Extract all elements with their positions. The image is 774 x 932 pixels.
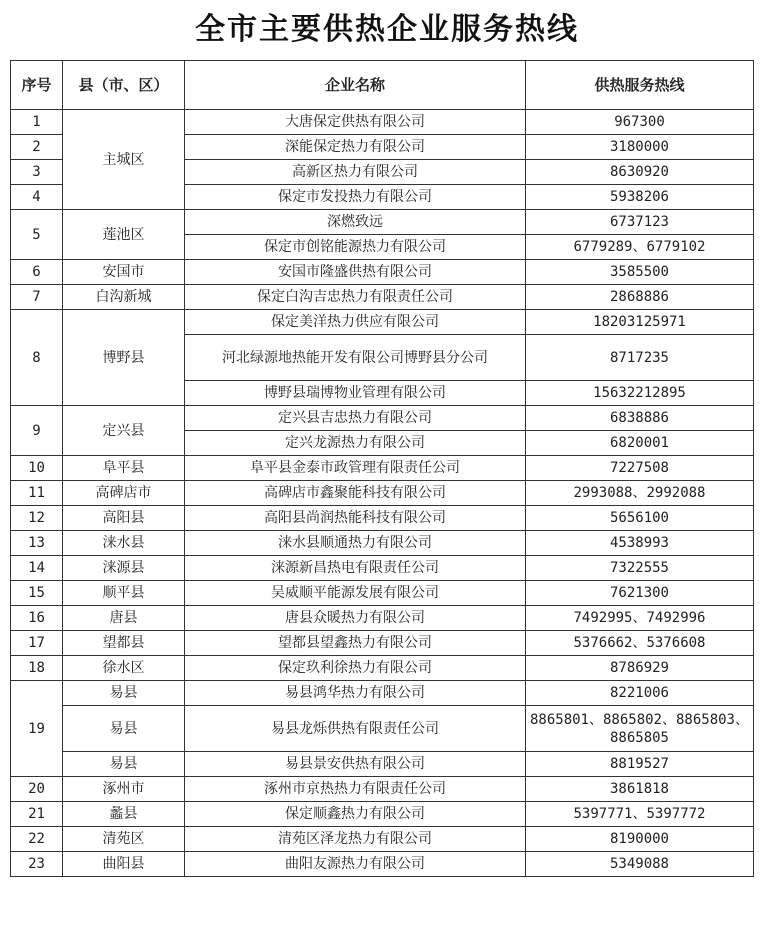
table-row — [11, 406, 754, 431]
table-row — [11, 531, 754, 556]
county-name: 莲池区 — [63, 210, 185, 260]
company-name: 望都县望鑫热力有限公司 — [185, 631, 526, 656]
company-name: 保定市发投热力有限公司 — [185, 185, 526, 210]
company-name: 涞源新昌热电有限责任公司 — [185, 556, 526, 581]
table-row — [11, 260, 754, 285]
hotline-number: 18203125971 — [526, 310, 754, 335]
company-name: 易县鸿华热力有限公司 — [185, 681, 526, 706]
hotline-number: 8630920 — [526, 160, 754, 185]
header-hotline: 供热服务热线 — [526, 61, 754, 110]
company-name: 保定市创铭能源热力有限公司 — [185, 235, 526, 260]
row-number: 18 — [11, 656, 63, 681]
table-row — [11, 506, 754, 531]
row-number: 23 — [11, 852, 63, 877]
table-row — [11, 827, 754, 852]
county-name: 定兴县 — [63, 406, 185, 456]
county-name: 望都县 — [63, 631, 185, 656]
table-row — [11, 481, 754, 506]
company-name: 河北绿源地热能开发有限公司博野县分公司 — [185, 335, 526, 381]
row-number: 20 — [11, 777, 63, 802]
company-name: 高新区热力有限公司 — [185, 160, 526, 185]
company-name: 定兴县吉忠热力有限公司 — [185, 406, 526, 431]
row-number: 9 — [11, 406, 63, 456]
table-row — [11, 681, 754, 706]
company-name: 涿州市京热热力有限责任公司 — [185, 777, 526, 802]
row-number: 11 — [11, 481, 63, 506]
hotline-number: 8221006 — [526, 681, 754, 706]
table-row — [11, 581, 754, 606]
hotline-number: 5397771、5397772 — [526, 802, 754, 827]
row-number: 16 — [11, 606, 63, 631]
header-company: 企业名称 — [185, 61, 526, 110]
row-number: 13 — [11, 531, 63, 556]
table-row — [11, 285, 754, 310]
company-name: 唐县众暖热力有限公司 — [185, 606, 526, 631]
row-number: 6 — [11, 260, 63, 285]
hotline-table — [10, 60, 754, 877]
row-number: 19 — [11, 681, 63, 777]
row-number: 15 — [11, 581, 63, 606]
table-row — [11, 310, 754, 335]
hotline-number: 6779289、6779102 — [526, 235, 754, 260]
county-name: 易县 — [63, 752, 185, 777]
hotline-number: 967300 — [526, 110, 754, 135]
table-row — [11, 706, 754, 752]
hotline-number: 5938206 — [526, 185, 754, 210]
county-name: 徐水区 — [63, 656, 185, 681]
hotline-number: 2993088、2992088 — [526, 481, 754, 506]
row-number: 7 — [11, 285, 63, 310]
table-header-row — [11, 61, 754, 110]
hotline-number: 6820001 — [526, 431, 754, 456]
county-name: 涞水县 — [63, 531, 185, 556]
hotline-number: 7322555 — [526, 556, 754, 581]
company-name: 定兴龙源热力有限公司 — [185, 431, 526, 456]
hotline-number: 8819527 — [526, 752, 754, 777]
company-name: 博野县瑞博物业管理有限公司 — [185, 381, 526, 406]
table-row — [11, 456, 754, 481]
table-row — [11, 852, 754, 877]
row-number: 14 — [11, 556, 63, 581]
company-name: 保定美洋热力供应有限公司 — [185, 310, 526, 335]
county-name: 主城区 — [63, 110, 185, 210]
county-name: 安国市 — [63, 260, 185, 285]
table-row — [11, 110, 754, 135]
hotline-number: 7492995、7492996 — [526, 606, 754, 631]
row-number: 3 — [11, 160, 63, 185]
company-name: 深能保定热力有限公司 — [185, 135, 526, 160]
row-number: 10 — [11, 456, 63, 481]
row-number: 21 — [11, 802, 63, 827]
county-name: 阜平县 — [63, 456, 185, 481]
county-name: 易县 — [63, 681, 185, 706]
county-name: 唐县 — [63, 606, 185, 631]
row-number: 12 — [11, 506, 63, 531]
hotline-number: 6737123 — [526, 210, 754, 235]
company-name: 清苑区泽龙热力有限公司 — [185, 827, 526, 852]
company-name: 安国市隆盛供热有限公司 — [185, 260, 526, 285]
company-name: 阜平县金泰市政管理有限责任公司 — [185, 456, 526, 481]
row-number: 17 — [11, 631, 63, 656]
company-name: 保定玖利徐热力有限公司 — [185, 656, 526, 681]
county-name: 涞源县 — [63, 556, 185, 581]
hotline-number: 15632212895 — [526, 381, 754, 406]
row-number: 8 — [11, 310, 63, 406]
company-name: 高碑店市鑫聚能科技有限公司 — [185, 481, 526, 506]
hotline-number: 8190000 — [526, 827, 754, 852]
header-county: 县（市、区） — [63, 61, 185, 110]
table-row — [11, 777, 754, 802]
hotline-number: 6838886 — [526, 406, 754, 431]
county-name: 顺平县 — [63, 581, 185, 606]
table-row — [11, 802, 754, 827]
county-name: 曲阳县 — [63, 852, 185, 877]
county-name: 易县 — [63, 706, 185, 752]
table-row — [11, 752, 754, 777]
hotline-number: 2868886 — [526, 285, 754, 310]
hotline-number: 3180000 — [526, 135, 754, 160]
table-row — [11, 656, 754, 681]
county-name: 清苑区 — [63, 827, 185, 852]
company-name: 深燃致远 — [185, 210, 526, 235]
company-name: 易县景安供热有限公司 — [185, 752, 526, 777]
county-name: 白沟新城 — [63, 285, 185, 310]
header-seq: 序号 — [11, 61, 63, 110]
table-row — [11, 210, 754, 235]
table-row — [11, 631, 754, 656]
row-number: 5 — [11, 210, 63, 260]
company-name: 大唐保定供热有限公司 — [185, 110, 526, 135]
row-number: 4 — [11, 185, 63, 210]
company-name: 保定顺鑫热力有限公司 — [185, 802, 526, 827]
hotline-number: 8786929 — [526, 656, 754, 681]
hotline-number: 5349088 — [526, 852, 754, 877]
row-number: 2 — [11, 135, 63, 160]
county-name: 涿州市 — [63, 777, 185, 802]
county-name: 高碑店市 — [63, 481, 185, 506]
hotline-number: 5376662、5376608 — [526, 631, 754, 656]
hotline-number: 4538993 — [526, 531, 754, 556]
hotline-number: 3585500 — [526, 260, 754, 285]
county-name: 高阳县 — [63, 506, 185, 531]
table-row — [11, 606, 754, 631]
company-name: 高阳县尚润热能科技有限公司 — [185, 506, 526, 531]
hotline-number: 7227508 — [526, 456, 754, 481]
table-row — [11, 556, 754, 581]
company-name: 涞水县顺通热力有限公司 — [185, 531, 526, 556]
row-number: 22 — [11, 827, 63, 852]
hotline-number: 8865801、8865802、8865803、8865805 — [526, 706, 754, 752]
hotline-number: 3861818 — [526, 777, 754, 802]
page-title: 全市主要供热企业服务热线 — [195, 12, 579, 47]
company-name: 吴威顺平能源发展有限公司 — [185, 581, 526, 606]
hotline-number: 5656100 — [526, 506, 754, 531]
company-name: 保定白沟吉忠热力有限责任公司 — [185, 285, 526, 310]
hotline-number: 8717235 — [526, 335, 754, 381]
company-name: 易县龙烁供热有限责任公司 — [185, 706, 526, 752]
row-number: 1 — [11, 110, 63, 135]
county-name: 蠡县 — [63, 802, 185, 827]
hotline-number: 7621300 — [526, 581, 754, 606]
company-name: 曲阳友源热力有限公司 — [185, 852, 526, 877]
county-name: 博野县 — [63, 310, 185, 406]
